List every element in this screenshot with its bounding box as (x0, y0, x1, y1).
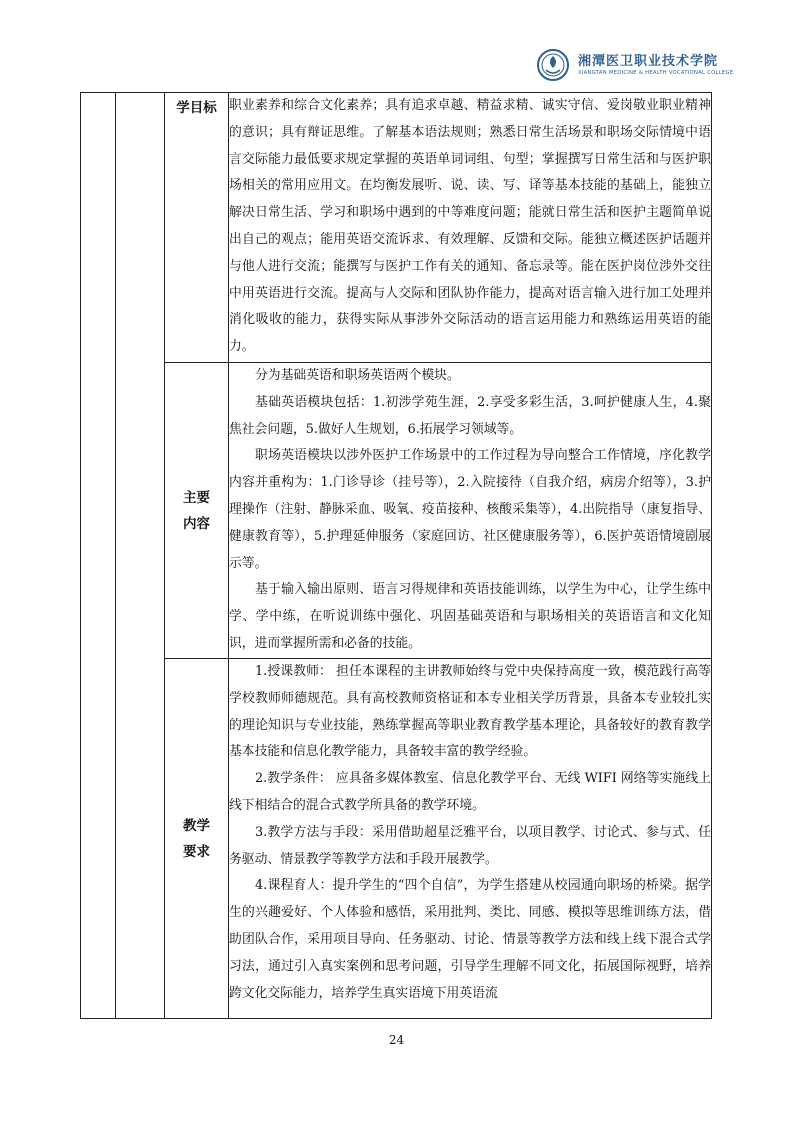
content-paragraph-2: 基础英语模块包括：1.初涉学苑生涯，2.享受多彩生活，3.呵护健康人生，4.聚焦社会问题，5.做好人生规划，6.拓展学习领域等。 (229, 394, 711, 437)
requirements-row (81, 659, 712, 1019)
content-row (81, 363, 712, 659)
college-name-cn: 湘潭医卫职业技术学院 (578, 54, 719, 69)
college-logo (537, 47, 734, 87)
content-paragraph-1: 分为基础英语和职场英语两个模块。 (255, 368, 460, 383)
requirements-text (229, 659, 712, 1019)
course-table (80, 92, 712, 1019)
goals-row (81, 93, 712, 363)
blank-column-1 (81, 93, 116, 1019)
college-emblem-icon (537, 49, 569, 81)
requirements-paragraph-4: 4.课程育人：提升学生的“四个自信”，为学生搭建从校园通向职场的桥梁。据学生的兴趣爱好、个人体验和感悟，采用批判、类比、同感、模拟等思维训练方法，借助团队合作，采用项目导向、任务驱动、讨论、情景等教学方法和线上线下混合式学习法，通过引入真实案例和思考问题，引导学生理解不同文化，拓展国际视野，培养跨文化交际能力，培养学生真实语境下用英语流 (229, 878, 711, 1001)
goals-text (229, 93, 712, 363)
requirements-label (165, 659, 229, 1019)
blank-column-2 (116, 93, 165, 1019)
college-name-en: XIANGTAN MEDICINE & HEALTH VOCATIONAL COLLEGE (578, 70, 734, 76)
content-text (229, 363, 712, 659)
content-paragraph-3: 职场英语模块以涉外医护工作场景中的工作过程为导向整合工作情境，序化教学内容并重构为：1.门诊导诊（挂号等），2.入院接待（自我介绍，病房介绍等），3.护理操作（注射、静脉采血、吸氧、疫苗接种、核酸采集等），4.出院指导（康复指导、健康教育等），5.护理延伸服务（家庭回访、社区健康服务等），6.医护英语情境剧展示等。 (229, 448, 711, 571)
goals-paragraph: 职业素养和综合文化素养；具有追求卓越、精益求精、诚实守信、爱岗敬业职业精神的意识；具有辩证思维。了解基本语法规则；熟悉日常生活场景和职场交际情境中语言交际能力最低要求规定掌握的英语单词词组、句型；掌握撰写日常生活和与医护职场相关的常用应用文。在均衡发展听、说、读、写、译等基本技能的基础上，能独立解决日常生活、学习和职场中遇到的中等难度问题；能就日常生活和医护主题简单说出自己的观点；能用英语交流诉求、有效理解、反馈和交际。能独立概述医护话题并与他人进行交流；能撰写与医护工作有关的通知、备忘录等。能在医护岗位涉外交往中用英语进行交流。提高与人交际和团队协作能力，提高对语言输入进行加工处理并消化吸收的能力，获得实际从事涉外交际活动的语言运用能力和熟练运用英语的能力。 (229, 98, 711, 355)
goals-label: 学目标 (165, 93, 229, 363)
page-number: 24 (388, 1033, 405, 1047)
requirements-paragraph-2: 2.教学条件： 应具备多媒体教室、信息化教学平台、无线 WIFI 网络等实施线上线下相结合的混合式教学所具备的教学环境。 (229, 771, 711, 813)
requirements-paragraph-3: 3.教学方法与手段：采用借助超星泛雅平台，以项目教学、讨论式、参与式、任务驱动、情景教学等教学方法和手段开展教学。 (229, 824, 711, 867)
content-paragraph-4: 基于输入输出原则、语言习得规律和英语技能训练，以学生为中心，让学生练中学、学中练，在听说训练中强化、巩固基础英语和与职场相关的英语语言和文化知识，进而掌握所需和必备的技能。 (229, 582, 711, 651)
content-label-text: 主要内容 (183, 489, 210, 532)
content-label (165, 363, 229, 659)
requirements-paragraph-1: 1.授课教师： 担任本课程的主讲教师始终与党中央保持高度一致，模范践行高等学校教师师德规范。具有高校教师资格证和本专业相关学历背景，具备本专业较扎实的理论知识与专业技能，熟练掌握高等职业教育教学基本理论，具备较好的教育教学基本技能和信息化教学能力，具备较丰富的教学经验。 (229, 664, 711, 760)
requirements-label-text: 教学要求 (183, 817, 210, 860)
